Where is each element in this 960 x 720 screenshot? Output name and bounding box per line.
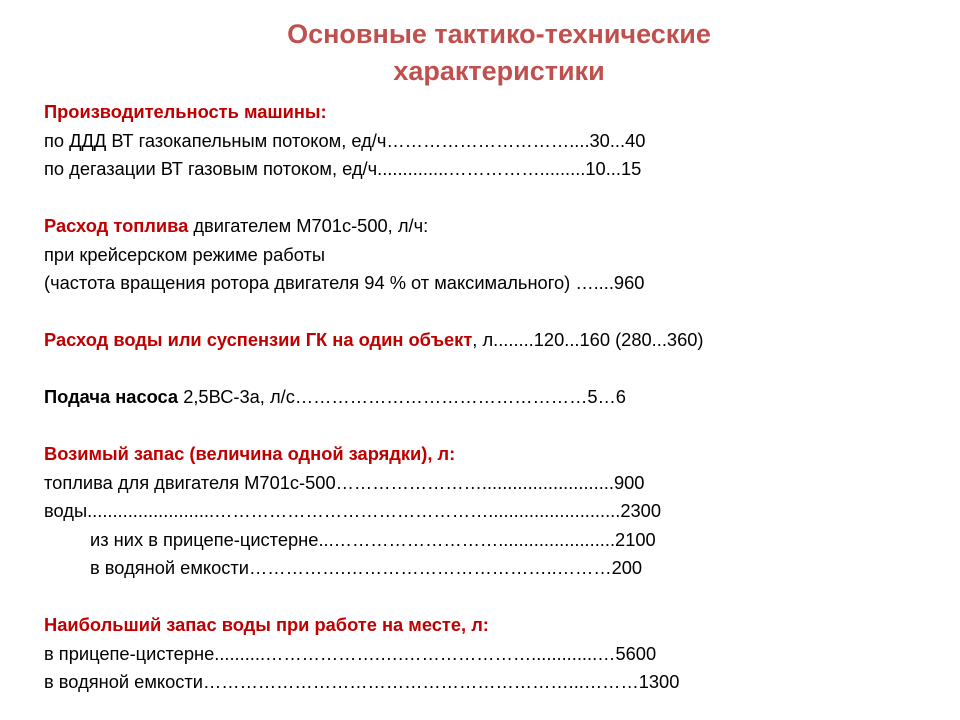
reserve-line-trailer: из них в прицепе-цистерне...……………………….......................2100: [90, 528, 656, 550]
water-heading-rest: , л........120...160 (280...360): [472, 329, 704, 350]
reserve-line-water: воды.........................………………………………………..........................2300: [44, 500, 662, 521]
fuel-heading-line: [44, 212, 944, 241]
specs-body: [44, 98, 944, 697]
fuel-heading-rest: двигателем М701с-500, л/ч:: [188, 215, 429, 236]
productivity-line-2: по дегазации ВТ газовым потоком, ед/ч..............…………….........10...15: [44, 158, 642, 179]
productivity-line-1: по ДДД ВТ газокапельным потоком, ед/ч…………………………....30...40: [44, 129, 646, 151]
slide-title-line-1: Основные тактико-технические: [287, 19, 711, 49]
pump-heading: Подача насоса: [44, 386, 179, 407]
slide-title-line-2: характеристики: [393, 56, 605, 86]
spacer: [44, 298, 944, 327]
reserve-line-tank: в водяной емкости…………….……………………………..………200: [90, 557, 643, 578]
fuel-line-2: (частота вращения ротора двигателя 94 % от максимального) …....960: [44, 272, 645, 293]
fuel-line-1: при крейсерском режиме работы: [44, 243, 326, 265]
productivity-heading: Производительность машины:: [44, 101, 327, 122]
fuel-heading: Расход топлива: [44, 215, 189, 236]
spacer: [44, 355, 944, 384]
reserve-heading: Возимый запас (величина одной зарядки), л:: [44, 443, 456, 464]
slide-title: [0, 16, 960, 90]
max-reserve-line-trailer: в прицепе-цистерне..........……………….….………………….............…5600: [44, 642, 657, 664]
spacer: [44, 583, 944, 612]
pump-heading-rest: 2,5ВС-3а, л/с…………………………………………5…6: [178, 386, 626, 407]
max-reserve-heading: Наибольший запас воды при работе на месте, л:: [44, 614, 489, 635]
spacer: [44, 184, 944, 213]
water-heading: Расход воды или суспензии ГК на один объект: [44, 329, 473, 350]
pump-heading-line: [44, 383, 944, 412]
max-reserve-line-tank: в водяной емкости……………………………………………………...………1300: [44, 671, 680, 692]
water-heading-line: [44, 326, 944, 355]
reserve-line-fuel: топлива для двигателя М701с-500……………………..........................900: [44, 471, 645, 493]
spacer: [44, 412, 944, 441]
